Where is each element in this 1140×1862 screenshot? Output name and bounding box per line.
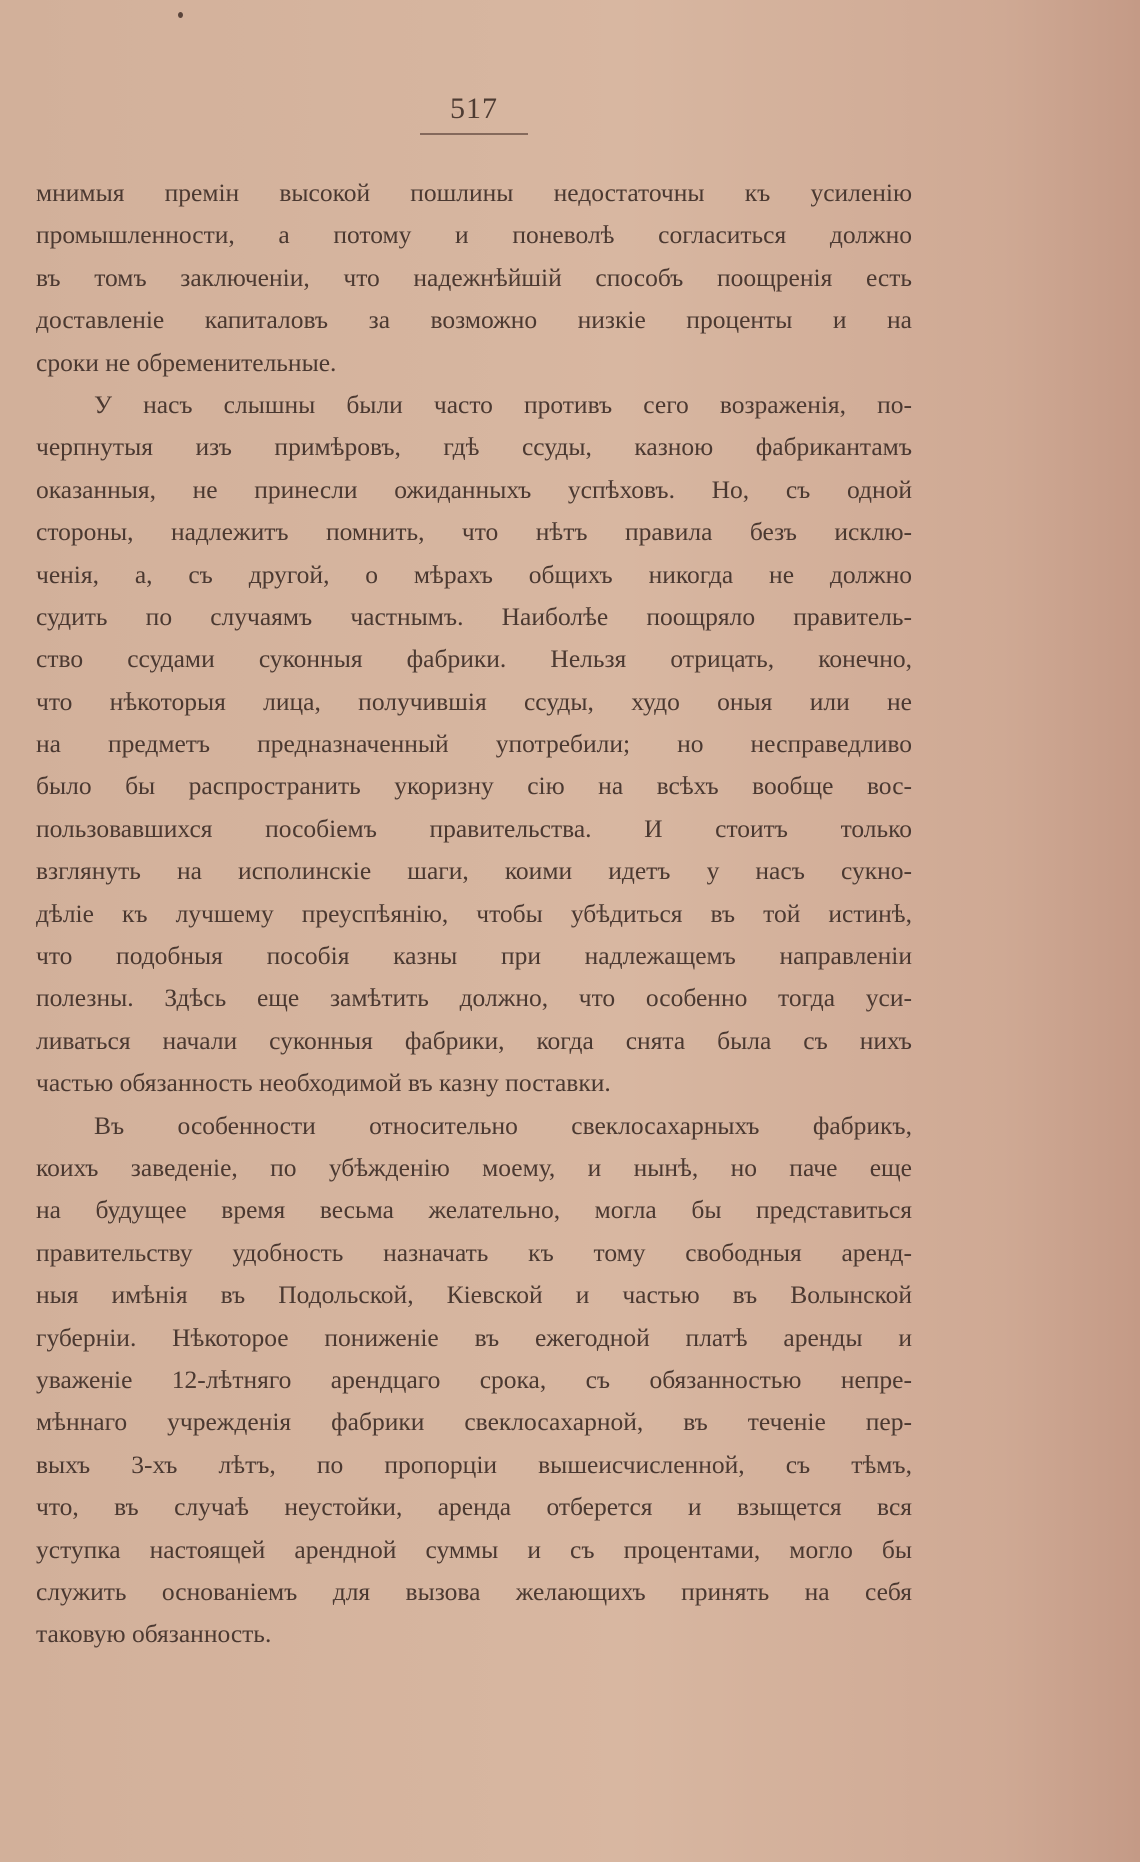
text-line: сроки не обременительные.	[36, 347, 337, 377]
ink-speck	[178, 12, 183, 18]
body-text	[36, 172, 912, 1656]
text-line: коихъ заведеніе, по убѣжденію моему, и нынѣ, но паче еще	[36, 1152, 912, 1182]
text-line: ство ссудами суконныя фабрики. Нельзя отрицать, конечно,	[36, 644, 912, 674]
text-line: уступка настоящей арендной суммы и съ процентами, могло бы	[36, 1534, 912, 1564]
text-line: мнимыя премін высокой пошлины недостаточны къ усиленію	[36, 178, 912, 207]
text-line: ченія, а, съ другой, о мѣрахъ общихъ никогда не должно	[36, 559, 912, 589]
text-line: ливаться начали суконныя фабрики, когда снята была съ нихъ	[36, 1025, 912, 1055]
header-rule	[420, 133, 528, 135]
text-line: оказанныя, не принесли ожиданныхъ успѣховъ. Но, съ одной	[36, 474, 912, 504]
text-line: У насъ слышны были часто противъ сего возраженія, по-	[94, 389, 912, 419]
text-line: на будущее время весьма желательно, могла бы представиться	[36, 1195, 912, 1225]
text-line: полезны. Здѣсь еще замѣтить должно, что особенно тогда уси-	[36, 983, 912, 1013]
text-line: выхъ 3-хъ лѣтъ, по пропорціи вышеисчисленной, съ тѣмъ,	[36, 1449, 912, 1479]
text-line: взглянуть на исполинскіе шаги, коими идетъ у насъ сукно-	[36, 856, 912, 886]
text-line: дѣліе къ лучшему преуспѣянію, чтобы убѣдиться въ той истинѣ,	[36, 898, 912, 928]
text-line: мѣннаго учрежденія фабрики свеклосахарной, въ теченіе пер-	[36, 1407, 912, 1437]
text-line: что, въ случаѣ неустойки, аренда отберется и взыщется вся	[36, 1492, 912, 1522]
text-line: въ томъ заключеніи, что надежнѣйшій способъ поощренія есть	[36, 262, 912, 292]
text-line: служить основаніемъ для вызова желающихъ принять на себя	[36, 1576, 912, 1606]
text-line: было бы распространить укоризну сію на всѣхъ вообще вос-	[36, 771, 912, 801]
text-line: что подобныя пособія казны при надлежащемъ направленіи	[36, 941, 912, 971]
text-line: правительству удобность назначать къ тому свободныя аренд-	[36, 1237, 912, 1267]
text-line: что нѣкоторыя лица, получившія ссуды, худо оныя или не	[36, 686, 912, 716]
text-line: на предметъ предназначенный употребили; но несправедливо	[36, 729, 912, 759]
text-line: таковую обязанность.	[36, 1619, 272, 1649]
text-line: судить по случаямъ частнымъ. Наиболѣе поощряло правитель-	[36, 601, 912, 631]
text-line: Въ особенности относительно свеклосахарныхъ фабрикъ,	[94, 1110, 912, 1140]
text-line: промышленности, а потому и поневолѣ согласиться должно	[36, 220, 912, 250]
text-line: стороны, надлежитъ помнить, что нѣтъ правила безъ исклю-	[36, 517, 912, 547]
text-line: черпнутыя изъ примѣровъ, гдѣ ссуды, казною фабрикантамъ	[36, 432, 912, 462]
text-line: доставленіе капиталовъ за возможно низкіе проценты и на	[36, 305, 912, 335]
text-line: ныя имѣнія въ Подольской, Кіевской и частью въ Волынской	[36, 1280, 912, 1310]
text-line: уваженіе 12-лѣтняго арендцаго срока, съ обязанностью непре-	[36, 1364, 912, 1394]
page-number: 517	[450, 92, 498, 125]
text-line: губерніи. Нѣкоторое пониженіе въ ежегодной платѣ аренды и	[36, 1322, 912, 1352]
text-line: пользовавшихся пособіемъ правительства. И стоитъ только	[36, 813, 912, 843]
text-line: частью обязанность необходимой въ казну поставки.	[36, 1068, 611, 1098]
